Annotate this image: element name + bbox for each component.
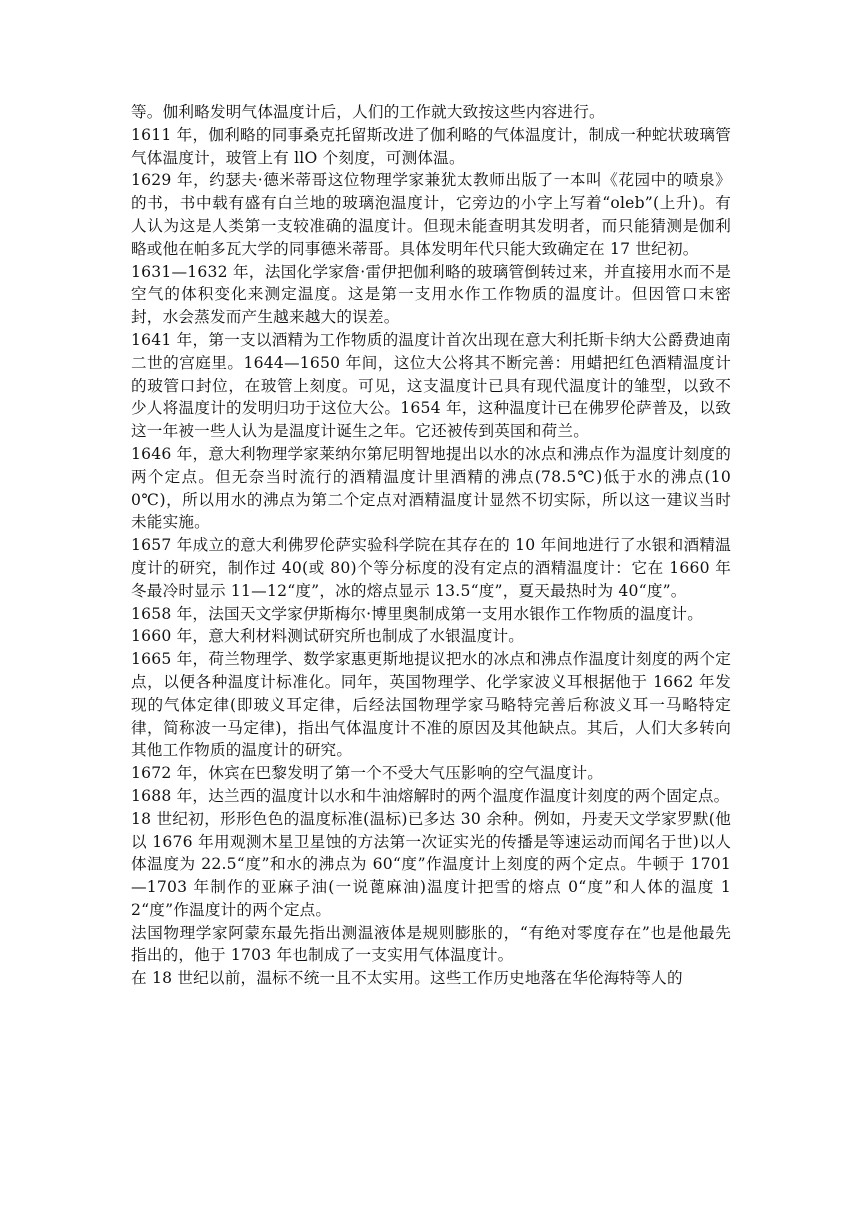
paragraph-1665: 1665 年，荷兰物理学、数学家惠更斯地提议把水的冰点和沸点作温度计刻度的两个定点，以便各种温度计标准化。同年，英国物理学、化学家波义耳根据他于 1662 年发现的气体定律(即玻义耳定律，后经法国物理学家马略特完善后称波义耳一马略特定律，简称波一马定律)，指出气体温度计不准的原因及其他缺点。其后，人们大多转向其他工作物质的温度计的研究。: [131, 650, 731, 760]
paragraph-1688: 1688 年，达兰西的温度计以水和牛油熔解时的两个温度作温度计刻度的两个固定点。: [131, 786, 730, 805]
paragraph-1657: 1657 年成立的意大利佛罗伦萨实验科学院在其存在的 10 年间地进行了水银和酒精温度计的研究，制作过 40(或 80)个等分标度的没有定点的酒精温度计：它在 1660 年冬最冷时显示 11—12“度”，冰的熔点显示 13.5“度”，夏天最热时为 40“度”。: [131, 536, 731, 600]
paragraph-1646: 1646 年，意大利物理学家莱纳尔第尼明智地提出以水的冰点和沸点作为温度计刻度的两个定点。但无奈当时流行的酒精温度计里酒精的沸点(78.5℃)低于水的沸点(100℃)，所以用水的沸点为第二个定点对酒精温度计显然不切实际，所以这一建议当时未能实施。: [131, 444, 731, 532]
paragraph-1672: 1672 年，休宾在巴黎发明了第一个不受大气压影响的空气温度计。: [131, 764, 604, 783]
document-body: [131, 101, 731, 990]
paragraph-1629: 1629 年，约瑟夫·德米蒂哥这位物理学家兼犹太教师出版了一本叫《花园中的喷泉》的书，书中载有盛有白兰地的玻璃泡温度计，它旁边的小字上写着“oleb”(上升)。有人认为这是人类第一支较准确的温度计。但现未能查明其发明者，而只能猜测是伽利略或他在帕多瓦大学的同事德米蒂哥。具体发明年代只能大致确定在 17 世纪初。: [131, 171, 731, 258]
paragraph-intro-continuation: 等。伽利略发明气体温度计后，人们的工作就大致按这些内容进行。: [131, 103, 605, 121]
paragraph-18th-century: 18 世纪初，形形色色的温度标准(温标)已多达 30 余种。例如，丹麦天文学家罗默(他以 1676 年用观测木星卫星蚀的方法第一次证实光的传播是等速运动而闻名于世)以人体温度为 22.5“度”和水的沸点为 60“度”作温度计上刻度的两个定点。牛顿于 1701—1703 年制作的亚麻子油(一说蓖麻油)温度计把雪的熔点 0“度”和人体的温度 12“度”作温度计的两个定点。: [131, 809, 731, 919]
paragraph-before-18th-century: 在 18 世纪以前，温标不统一且不太实用。这些工作历史地落在华伦海特等人的: [131, 969, 683, 988]
paragraph-1641: 1641 年，第一支以酒精为工作物质的温度计首次出现在意大利托斯卡纳大公爵费迪南二世的宫庭里。1644—1650 年间，这位大公将其不断完善：用蜡把红色酒精温度计的玻管口封位，在玻管上刻度。可见，这支温度计已具有现代温度计的雏型，以致不少人将温度计的发明归功于这位大公。1654 年，这种温度计已在佛罗伦萨普及，以致这一年被一些人认为是温度计诞生之年。它还被传到英国和荷兰。: [131, 330, 731, 441]
paragraph-amontons: 法国物理学家阿蒙东最先指出测温液体是规则膨胀的，“有绝对零度存在”也是他最先指出的，他于 1703 年也制成了一支实用气体温度计。: [131, 923, 731, 965]
paragraph-1658: 1658 年，法国天文学家伊斯梅尔·博里奥制成第一支用水银作工作物质的温度计。: [131, 604, 703, 623]
paragraph-1611: 1611 年，伽利略的同事桑克托留斯改进了伽利略的气体温度计，制成一种蛇状玻璃管气体温度计，玻管上有 llO 个刻度，可测体温。: [131, 125, 731, 167]
paragraph-1631: 1631—1632 年，法国化学家詹·雷伊把伽利略的玻璃管倒转过来，并直接用水而不是空气的体积变化来测定温度。这是第一支用水作工作物质的温度计。但因管口末密封，水会蒸发而产生越来越大的误差。: [131, 262, 731, 327]
paragraph-1660: 1660 年，意大利材料测试研究所也制成了水银温度计。: [131, 627, 525, 646]
